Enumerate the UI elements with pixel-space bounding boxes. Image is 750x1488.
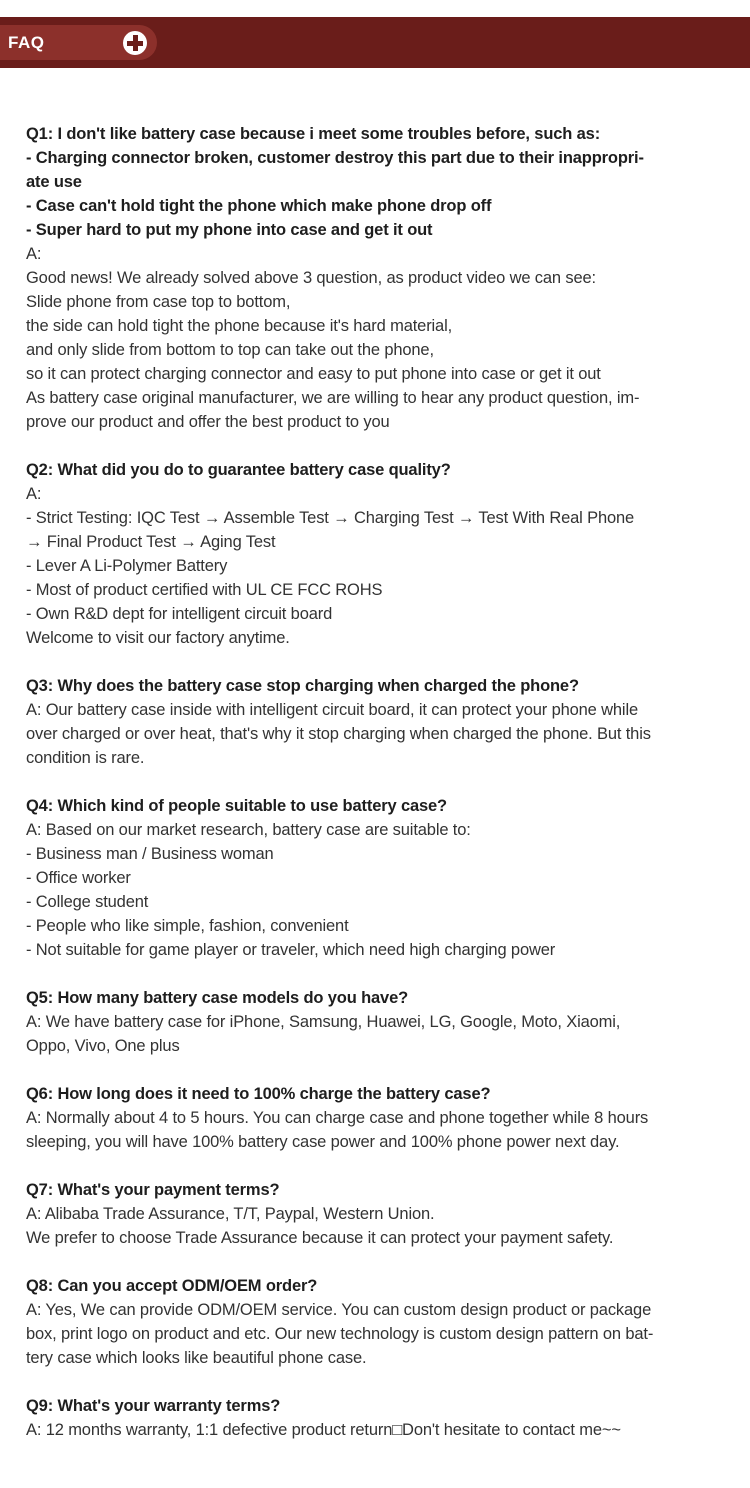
faq-item-4 bbox=[26, 794, 722, 962]
question-line: Q2: What did you do to guarantee battery case quality? bbox=[26, 461, 451, 479]
question-line: Q3: Why does the battery case stop charging when charged the phone? bbox=[26, 677, 579, 695]
answer-line: - Lever A Li-Polymer Battery bbox=[26, 557, 228, 575]
answer-line: over charged or over heat, that's why it stop charging when charged the phone. But this bbox=[26, 725, 651, 743]
faq-title: FAQ bbox=[8, 33, 45, 52]
faq-list bbox=[26, 122, 722, 1466]
question-line: Q7: What's your payment terms? bbox=[26, 1181, 280, 1199]
answer-line: sleeping, you will have 100% battery case power and 100% phone power next day. bbox=[26, 1133, 620, 1151]
question-line: - Charging connector broken, customer destroy this part due to their inappropri- bbox=[26, 149, 644, 167]
question-line: - Super hard to put my phone into case and get it out bbox=[26, 221, 433, 239]
question-line: Q4: Which kind of people suitable to use battery case? bbox=[26, 797, 447, 815]
question-line: - Case can't hold tight the phone which make phone drop off bbox=[26, 197, 492, 215]
answer-line: A: bbox=[26, 245, 42, 263]
answer-line: - People who like simple, fashion, convenient bbox=[26, 917, 349, 935]
answer-line: - Own R&D dept for intelligent circuit board bbox=[26, 605, 333, 623]
plus-circle-icon[interactable] bbox=[123, 31, 147, 55]
answer-line: A: We have battery case for iPhone, Samsung, Huawei, LG, Google, Moto, Xiaomi, bbox=[26, 1013, 621, 1031]
answer-line: Good news! We already solved above 3 question, as product video we can see: bbox=[26, 269, 596, 287]
question-line: Q5: How many battery case models do you have? bbox=[26, 989, 409, 1007]
answer-line: A: bbox=[26, 485, 42, 503]
answer-line: - College student bbox=[26, 893, 149, 911]
faq-item-3 bbox=[26, 674, 722, 770]
answer-line: As battery case original manufacturer, we are willing to hear any product question, im- bbox=[26, 389, 640, 407]
faq-toggle-tab[interactable] bbox=[0, 25, 157, 60]
answer-line: We prefer to choose Trade Assurance because it can protect your payment safety. bbox=[26, 1229, 614, 1247]
answer-line: - Business man / Business woman bbox=[26, 845, 274, 863]
answer-line: prove our product and offer the best product to you bbox=[26, 413, 390, 431]
answer-line: A: 12 months warranty, 1:1 defective product return□Don't hesitate to contact me~~ bbox=[26, 1421, 621, 1439]
question-line: Q6: How long does it need to 100% charge the battery case? bbox=[26, 1085, 491, 1103]
answer-line: tery case which looks like beautiful phone case. bbox=[26, 1349, 367, 1367]
answer-line: - Strict Testing: IQC Test → Assemble Test → Charging Test → Test With Real Phone bbox=[26, 509, 635, 527]
answer-line: the side can hold tight the phone because it's hard material, bbox=[26, 317, 453, 335]
faq-item-9 bbox=[26, 1394, 722, 1442]
answer-line: Oppo, Vivo, One plus bbox=[26, 1037, 180, 1055]
answer-line: A: Normally about 4 to 5 hours. You can charge case and phone together while 8 hours bbox=[26, 1109, 649, 1127]
answer-line: condition is rare. bbox=[26, 749, 145, 767]
question-line: ate use bbox=[26, 173, 82, 191]
faq-item-6 bbox=[26, 1082, 722, 1154]
answer-line: box, print logo on product and etc. Our new technology is custom design pattern on bat- bbox=[26, 1325, 654, 1343]
answer-line: - Office worker bbox=[26, 869, 131, 887]
answer-line: A: Alibaba Trade Assurance, T/T, Paypal, Western Union. bbox=[26, 1205, 435, 1223]
answer-line: → Final Product Test → Aging Test bbox=[26, 533, 276, 551]
faq-item-7 bbox=[26, 1178, 722, 1250]
faq-header-band bbox=[0, 17, 750, 68]
faq-item-5 bbox=[26, 986, 722, 1058]
answer-line: Slide phone from case top to bottom, bbox=[26, 293, 291, 311]
answer-line: A: Our battery case inside with intelligent circuit board, it can protect your phone while bbox=[26, 701, 638, 719]
answer-line: - Most of product certified with UL CE FCC ROHS bbox=[26, 581, 383, 599]
answer-line: - Not suitable for game player or traveler, which need high charging power bbox=[26, 941, 556, 959]
faq-item-8 bbox=[26, 1274, 722, 1370]
question-line: Q1: I don't like battery case because i meet some troubles before, such as: bbox=[26, 125, 601, 143]
faq-item-1 bbox=[26, 122, 722, 434]
answer-line: and only slide from bottom to top can take out the phone, bbox=[26, 341, 434, 359]
faq-item-2 bbox=[26, 458, 722, 650]
answer-line: A: Based on our market research, battery case are suitable to: bbox=[26, 821, 471, 839]
answer-line: Welcome to visit our factory anytime. bbox=[26, 629, 290, 647]
answer-line: A: Yes, We can provide ODM/OEM service. You can custom design product or package bbox=[26, 1301, 652, 1319]
question-line: Q8: Can you accept ODM/OEM order? bbox=[26, 1277, 318, 1295]
answer-line: so it can protect charging connector and easy to put phone into case or get it out bbox=[26, 365, 601, 383]
question-line: Q9: What's your warranty terms? bbox=[26, 1397, 281, 1415]
